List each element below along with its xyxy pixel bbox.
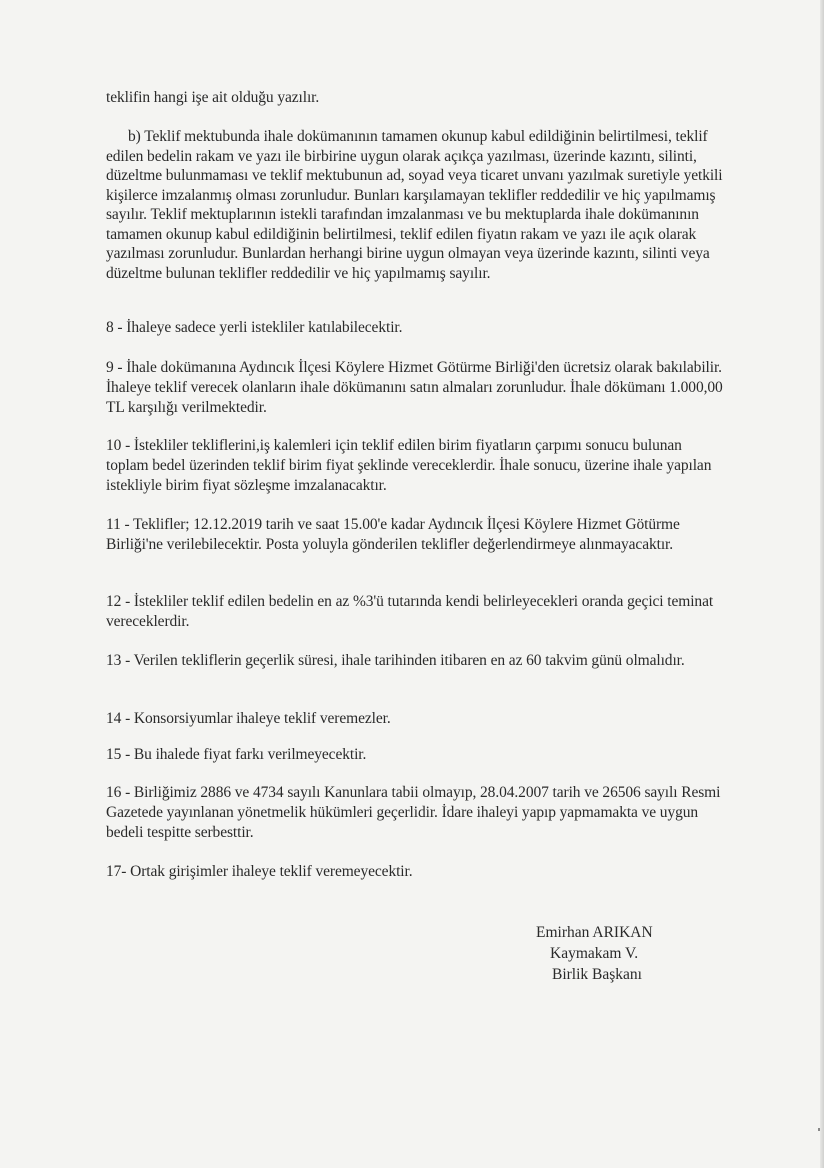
paragraph-b: b) Teklif mektubunda ihale dokümanının tamamen okunup kabul edildiğinin belirtilmesi, teklif edilen bedelin rakam ve yazı ile birbirine uygun olarak açıkça yazılması, üzerinde kazıntı, silinti, düzeltme bulunmaması ve teklif mektubunun ad, soyad veya ticaret unvanı yazılmak suretiyle yetkili kişilerce imzalanmış olması zorunludur. Bunları karşılamayan teklifler reddedilir ve hiç yapılmamış sayılır. Teklif mektuplarının istekli tarafından imzalanması ve bu mektuplarda ihale dokümanının tamamen okunup kabul edildiğinin belirtilmesi, teklif edilen fiyatın rakam ve yazı ile açık olarak yazılması zorunludur. Bunlardan herhangi birine uygun olmayan veya üzerinde kazıntı, silinti veya düzeltme bulunan teklifler reddedilir ve hiç yapılmamış sayılır. [106,128,723,282]
scan-speck [818,1128,820,1131]
signatory-role: Birlik Başkanı [552,966,642,983]
paragraph-15: 15 - Bu ihalede fiyat farkı verilmeyecektir. [106,746,367,763]
paragraph-11: 11 - Teklifler; 12.12.2019 tarih ve saat 15.00'e kadar Aydıncık İlçesi Köylere Hizmet Götürme Birliği'ne verilebilecektir. Posta yoluyla gönderilen teklifler değerlendirmeye alınmayacaktır. [106,516,680,553]
paragraph-12: 12 - İstekliler teklif edilen bedelin en az %3'ü tutarında kendi belirleyecekleri oranda geçici teminat vereceklerdir. [106,593,714,630]
signatory-title: Kaymakam V. [550,945,639,962]
signature-block [536,922,653,985]
scan-edge-shadow [820,0,824,1168]
paragraph-8: 8 - İhaleye sadece yerli istekliler katılabilecektir. [106,319,403,336]
paragraph-17: 17- Ortak girişimler ihaleye teklif veremeyecektir. [106,863,413,880]
paragraph-10: 10 - İstekliler tekliflerini,iş kalemleri için teklif edilen birim fiyatların çarpımı sonucu bulunan toplam bedel üzerinden teklif birim fiyat şeklinde vereceklerdir. İhale sonucu, üzerine ihale yapılan istekliyle birim fiyat sözleşme imzalanacaktır. [106,437,712,494]
paragraph-14: 14 - Konsorsiyumlar ihaleye teklif veremezler. [106,710,391,727]
signatory-name: Emirhan ARIKAN [536,924,653,941]
paragraph-9: 9 - İhale dokümanına Aydıncık İlçesi Köylere Hizmet Götürme Birliği'den ücretsiz olarak bakılabilir. İhaleye teklif verecek olanların ihale dökümanını satın almaları zorunludur. İhale dökümanı 1.000,00 TL karşılığı verilmektedir. [106,359,723,416]
paragraph-13: 13 - Verilen tekliflerin geçerlik süresi, ihale tarihinden itibaren en az 60 takvim günü olmalıdır. [106,652,685,669]
paragraph-16: 16 - Birliğimiz 2886 ve 4734 sayılı Kanunlara tabii olmayıp, 28.04.2007 tarih ve 26506 sayılı Resmi Gazetede yayınlanan yönetmelik hükümleri geçerlidir. İdare ihaleyi yapıp yapmamakta ve uygun bedeli tespitte serbesttir. [106,784,721,841]
paragraph-intro: teklifin hangi işe ait olduğu yazılır. [106,89,320,106]
